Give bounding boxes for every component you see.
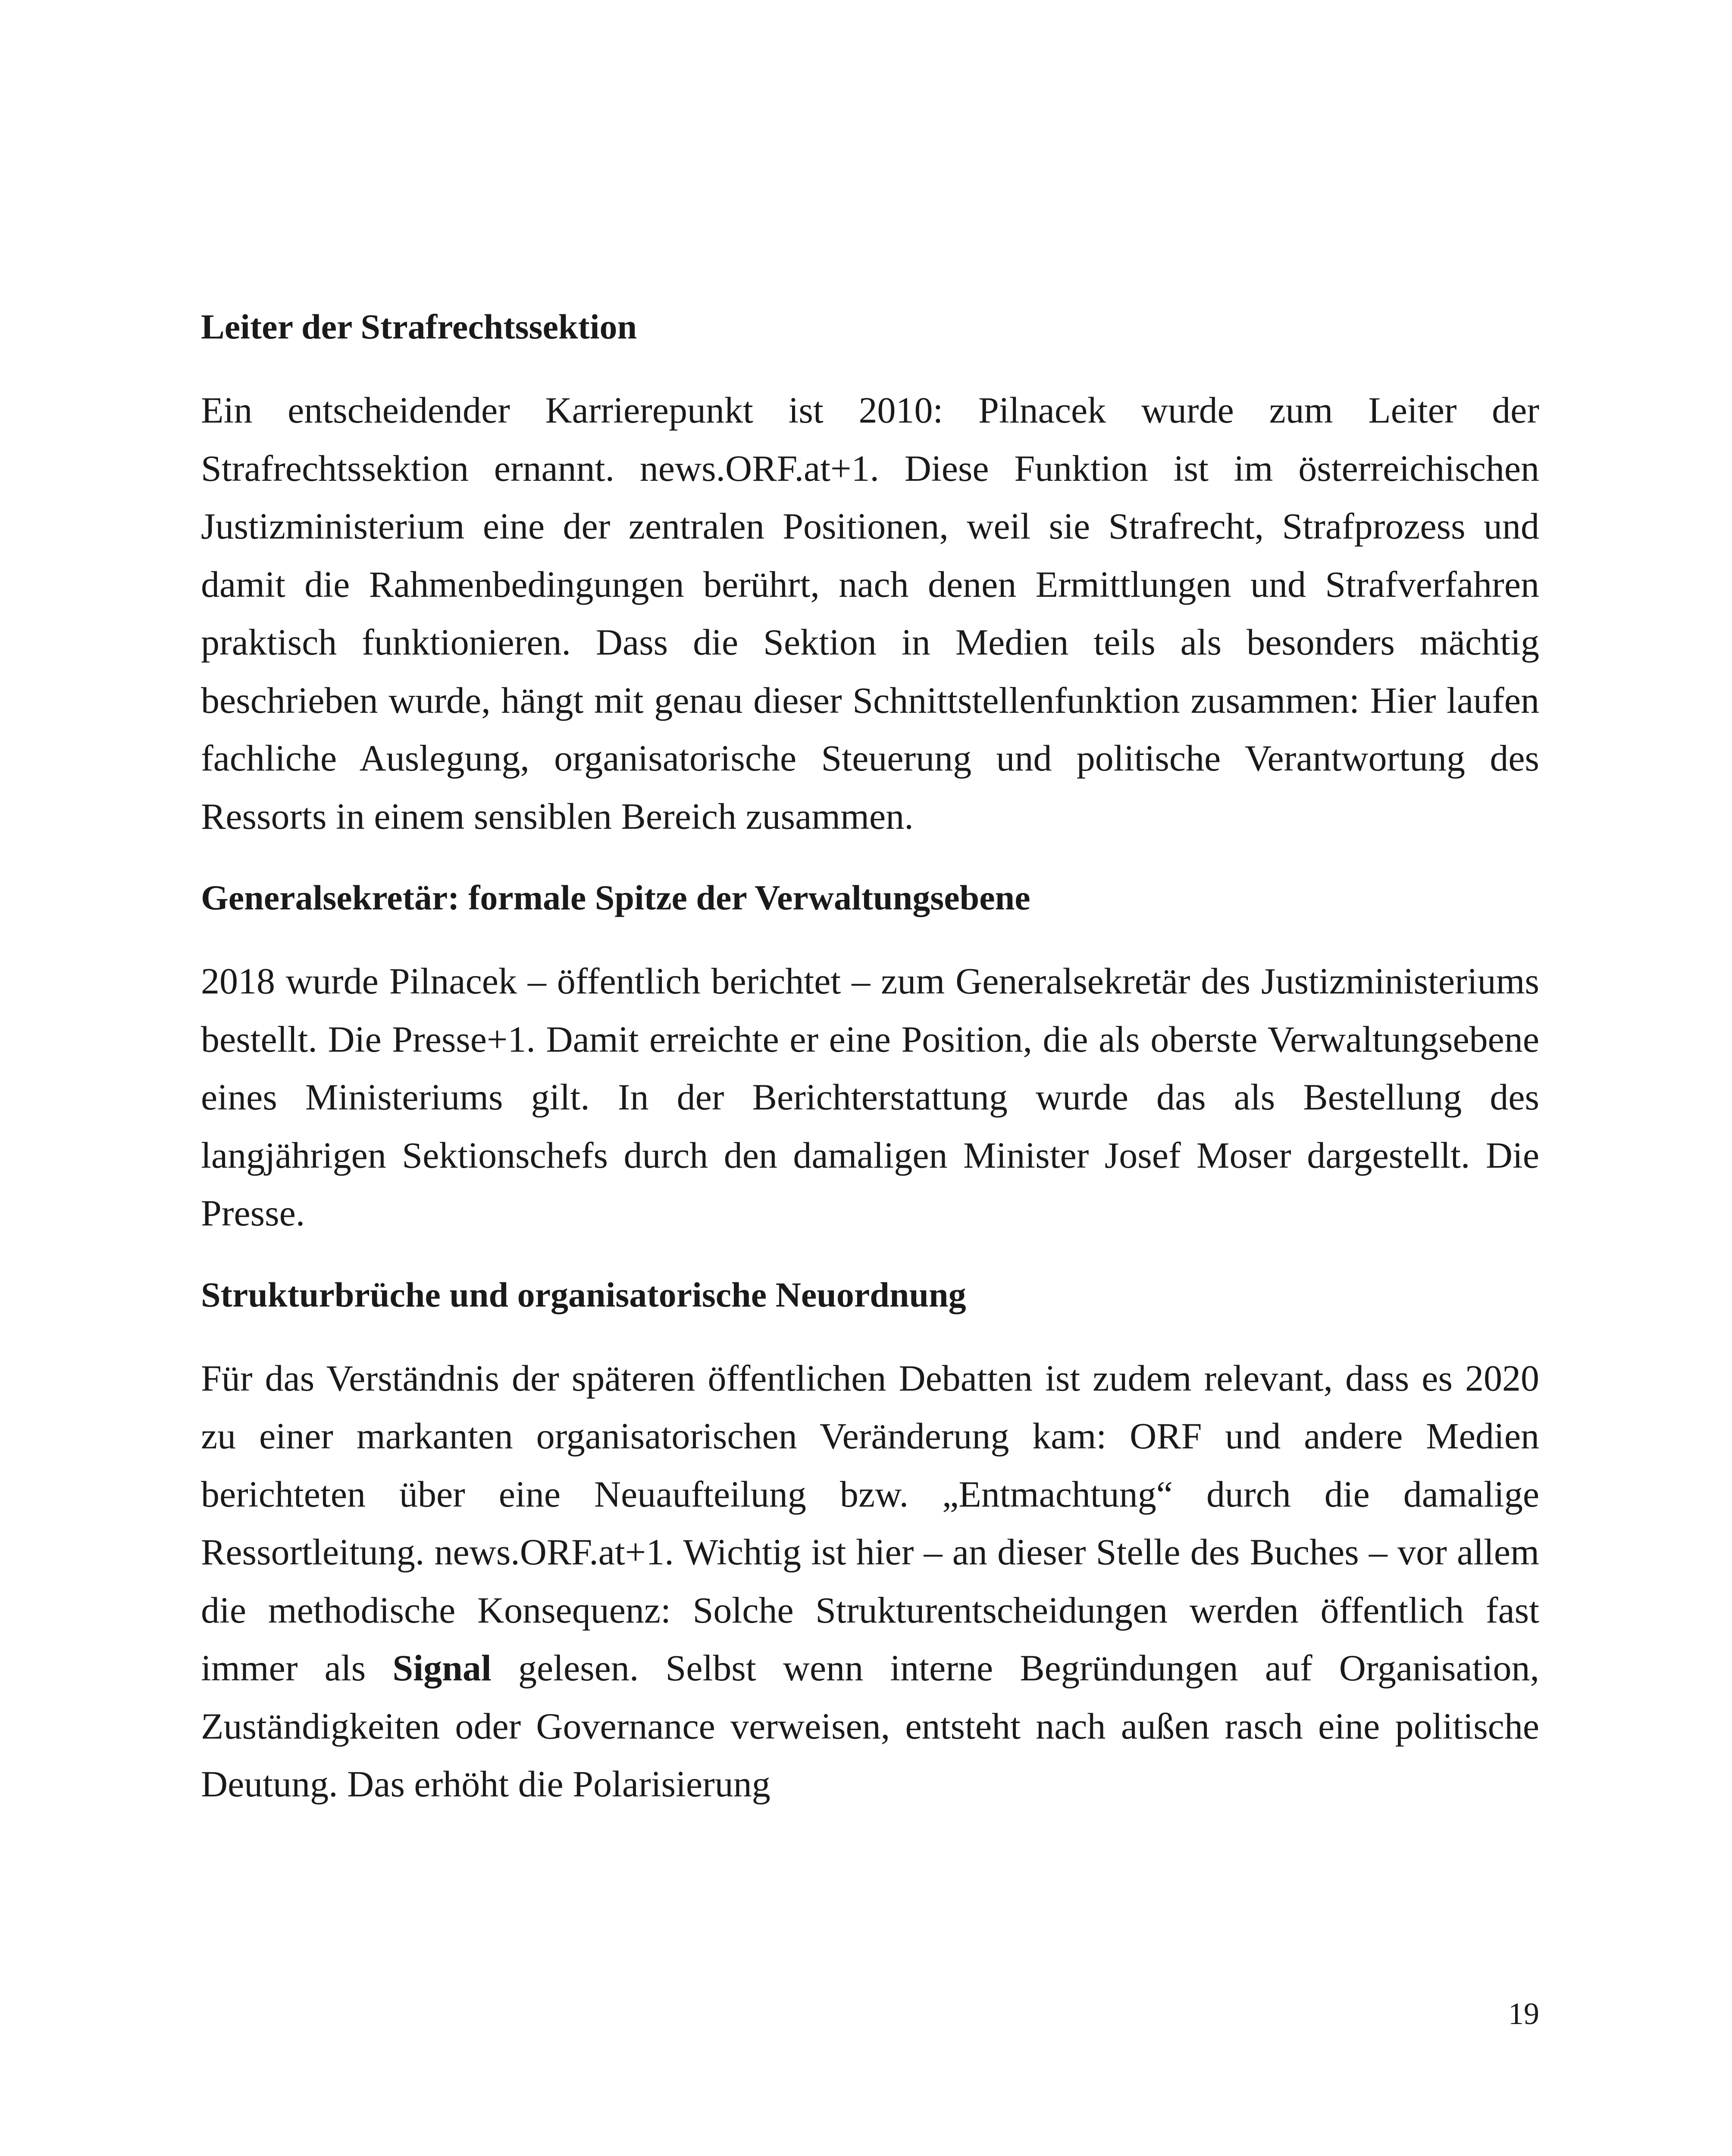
- section-paragraph-strafrechtssektion: Ein entscheidender Karrierepunkt ist 2010: Pilnacek wurde zum Leiter der Strafrechtssektion ernannt. news.ORF.at+1. Diese Funktion ist im österreichischen Justizministerium eine der zentralen Positionen, weil sie Strafrecht, Strafprozess und damit die Rahmenbedingungen berührt, nach denen Ermittlungen und Strafverfahren praktisch funktionieren. Dass die Sektion in Medien teils als besonders mächtig beschrieben wurde, hängt mit genau dieser Schnittstellenfunktion zusammen: Hier laufen fachliche Auslegung, organisatorische Steuerung und politische Verantwortung des Ressorts in einem sensiblen Bereich zusammen.: [201, 389, 1539, 837]
- paragraph-text-part: gelesen. Selbst wenn interne Begründungen auf Organisation, Zuständigkeiten oder Governance verweisen, entsteht nach außen rasch eine politische Deutung. Das erhöht die Polarisierung: [201, 1647, 1539, 1805]
- paragraph-text-part: Für das Verständnis der späteren öffentlichen Debatten ist zudem relevant, dass es 2020 zu einer markanten organisatorischen Veränderung kam: ORF und andere Medien berichteten über eine Neuaufteilung bzw. „Entmachtung“ durch die damalige Ressortleitung. news.ORF.at+1. Wichtig ist hier – an dieser Stelle des Buches – vor allem die methodische Konsequenz: Solche Strukturentscheidungen werden öffentlich fast immer als: [201, 1357, 1539, 1689]
- section-paragraph-strukturbrueche: [201, 1349, 1539, 1813]
- section-paragraph-generalsekretaer: 2018 wurde Pilnacek – öffentlich berichtet – zum Generalsekretär des Justizministeriums bestellt. Die Presse+1. Damit erreichte er eine Position, die als oberste Verwaltungsebene eines Ministeriums gilt. In der Berichterstattung wurde das als Bestellung des langjährigen Sektionschefs durch den damaligen Minister Josef Moser dargestellt. Die Presse.: [201, 960, 1539, 1234]
- section-heading-strafrechtssektion: Leiter der Strafrechtssektion: [201, 307, 637, 346]
- page-content: [201, 298, 1539, 1836]
- section-heading-generalsekretaer: Generalsekretär: formale Spitze der Verwaltungsebene: [201, 878, 1030, 917]
- page-number: 19: [1508, 1996, 1539, 2031]
- section-heading-strukturbrueche: Strukturbrüche und organisatorische Neuordnung: [201, 1275, 966, 1314]
- bold-emphasis-signal: Signal: [392, 1647, 492, 1689]
